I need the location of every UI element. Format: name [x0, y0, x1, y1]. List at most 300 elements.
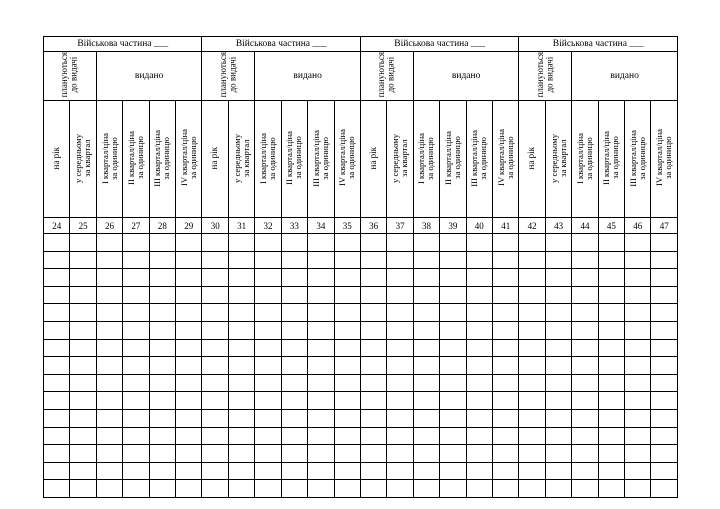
- data-cell[interactable]: [281, 445, 307, 463]
- data-cell[interactable]: [572, 286, 598, 304]
- data-cell[interactable]: [651, 427, 677, 445]
- data-cell[interactable]: [123, 409, 149, 427]
- data-cell[interactable]: [123, 357, 149, 375]
- data-cell[interactable]: [70, 269, 96, 287]
- data-cell[interactable]: [281, 339, 307, 357]
- data-cell[interactable]: [440, 392, 466, 410]
- data-cell[interactable]: [334, 286, 360, 304]
- data-cell[interactable]: [228, 357, 254, 375]
- data-cell[interactable]: [149, 304, 175, 322]
- data-cell[interactable]: [308, 427, 334, 445]
- data-cell[interactable]: [202, 339, 228, 357]
- data-cell[interactable]: [281, 286, 307, 304]
- data-cell[interactable]: [360, 480, 386, 498]
- data-cell[interactable]: [519, 269, 545, 287]
- data-cell[interactable]: [545, 304, 571, 322]
- data-cell[interactable]: [625, 339, 651, 357]
- data-cell[interactable]: [149, 339, 175, 357]
- data-cell[interactable]: [202, 304, 228, 322]
- data-cell[interactable]: [519, 445, 545, 463]
- data-cell[interactable]: [360, 251, 386, 269]
- data-cell[interactable]: [96, 357, 122, 375]
- data-cell[interactable]: [387, 234, 413, 252]
- data-cell[interactable]: [440, 480, 466, 498]
- data-cell[interactable]: [413, 357, 439, 375]
- data-cell[interactable]: [651, 392, 677, 410]
- data-cell[interactable]: [44, 409, 70, 427]
- data-cell[interactable]: [176, 409, 202, 427]
- data-cell[interactable]: [123, 234, 149, 252]
- data-cell[interactable]: [387, 480, 413, 498]
- data-cell[interactable]: [466, 251, 492, 269]
- data-cell[interactable]: [387, 357, 413, 375]
- data-cell[interactable]: [466, 427, 492, 445]
- data-cell[interactable]: [308, 374, 334, 392]
- data-cell[interactable]: [70, 357, 96, 375]
- data-cell[interactable]: [44, 251, 70, 269]
- data-cell[interactable]: [413, 304, 439, 322]
- data-cell[interactable]: [572, 374, 598, 392]
- data-cell[interactable]: [387, 286, 413, 304]
- data-cell[interactable]: [413, 392, 439, 410]
- data-cell[interactable]: [598, 304, 624, 322]
- data-cell[interactable]: [545, 286, 571, 304]
- data-cell[interactable]: [123, 480, 149, 498]
- data-cell[interactable]: [651, 339, 677, 357]
- data-cell[interactable]: [466, 445, 492, 463]
- data-cell[interactable]: [96, 462, 122, 480]
- data-cell[interactable]: [176, 251, 202, 269]
- data-cell[interactable]: [625, 374, 651, 392]
- data-cell[interactable]: [625, 480, 651, 498]
- data-cell[interactable]: [44, 234, 70, 252]
- data-cell[interactable]: [176, 304, 202, 322]
- data-cell[interactable]: [44, 374, 70, 392]
- data-cell[interactable]: [228, 409, 254, 427]
- data-cell[interactable]: [281, 462, 307, 480]
- data-cell[interactable]: [176, 427, 202, 445]
- data-cell[interactable]: [360, 374, 386, 392]
- data-cell[interactable]: [651, 304, 677, 322]
- data-cell[interactable]: [176, 286, 202, 304]
- data-cell[interactable]: [96, 234, 122, 252]
- data-cell[interactable]: [149, 445, 175, 463]
- data-cell[interactable]: [466, 321, 492, 339]
- data-cell[interactable]: [334, 321, 360, 339]
- data-cell[interactable]: [123, 392, 149, 410]
- data-cell[interactable]: [625, 321, 651, 339]
- data-cell[interactable]: [44, 304, 70, 322]
- data-cell[interactable]: [493, 339, 519, 357]
- data-cell[interactable]: [651, 269, 677, 287]
- data-cell[interactable]: [228, 234, 254, 252]
- data-cell[interactable]: [123, 445, 149, 463]
- data-cell[interactable]: [387, 304, 413, 322]
- data-cell[interactable]: [519, 374, 545, 392]
- data-cell[interactable]: [176, 374, 202, 392]
- data-cell[interactable]: [96, 339, 122, 357]
- data-cell[interactable]: [519, 462, 545, 480]
- data-cell[interactable]: [360, 269, 386, 287]
- data-cell[interactable]: [598, 321, 624, 339]
- data-cell[interactable]: [149, 374, 175, 392]
- data-cell[interactable]: [228, 374, 254, 392]
- data-cell[interactable]: [598, 374, 624, 392]
- data-cell[interactable]: [387, 251, 413, 269]
- data-cell[interactable]: [413, 409, 439, 427]
- data-cell[interactable]: [413, 234, 439, 252]
- data-cell[interactable]: [440, 251, 466, 269]
- data-cell[interactable]: [176, 339, 202, 357]
- data-cell[interactable]: [70, 462, 96, 480]
- data-cell[interactable]: [572, 304, 598, 322]
- data-cell[interactable]: [149, 462, 175, 480]
- data-cell[interactable]: [440, 427, 466, 445]
- data-cell[interactable]: [255, 392, 281, 410]
- data-cell[interactable]: [493, 480, 519, 498]
- data-cell[interactable]: [572, 357, 598, 375]
- data-cell[interactable]: [440, 304, 466, 322]
- data-cell[interactable]: [598, 392, 624, 410]
- data-cell[interactable]: [493, 392, 519, 410]
- data-cell[interactable]: [387, 409, 413, 427]
- data-cell[interactable]: [44, 269, 70, 287]
- data-cell[interactable]: [44, 445, 70, 463]
- data-cell[interactable]: [70, 286, 96, 304]
- data-cell[interactable]: [334, 339, 360, 357]
- data-cell[interactable]: [255, 304, 281, 322]
- data-cell[interactable]: [440, 357, 466, 375]
- data-cell[interactable]: [44, 321, 70, 339]
- data-cell[interactable]: [387, 339, 413, 357]
- data-cell[interactable]: [149, 392, 175, 410]
- data-cell[interactable]: [493, 427, 519, 445]
- data-cell[interactable]: [493, 445, 519, 463]
- data-cell[interactable]: [493, 304, 519, 322]
- data-cell[interactable]: [413, 480, 439, 498]
- data-cell[interactable]: [440, 234, 466, 252]
- data-cell[interactable]: [255, 462, 281, 480]
- data-cell[interactable]: [545, 269, 571, 287]
- data-cell[interactable]: [651, 357, 677, 375]
- data-cell[interactable]: [255, 286, 281, 304]
- data-cell[interactable]: [625, 251, 651, 269]
- data-cell[interactable]: [255, 251, 281, 269]
- data-cell[interactable]: [466, 374, 492, 392]
- data-cell[interactable]: [572, 234, 598, 252]
- data-cell[interactable]: [202, 234, 228, 252]
- data-cell[interactable]: [70, 339, 96, 357]
- data-cell[interactable]: [281, 269, 307, 287]
- data-cell[interactable]: [519, 339, 545, 357]
- data-cell[interactable]: [413, 251, 439, 269]
- data-cell[interactable]: [44, 462, 70, 480]
- data-cell[interactable]: [149, 251, 175, 269]
- data-cell[interactable]: [360, 357, 386, 375]
- data-cell[interactable]: [202, 427, 228, 445]
- data-cell[interactable]: [70, 392, 96, 410]
- data-cell[interactable]: [334, 357, 360, 375]
- data-cell[interactable]: [308, 304, 334, 322]
- data-cell[interactable]: [545, 251, 571, 269]
- data-cell[interactable]: [149, 321, 175, 339]
- data-cell[interactable]: [466, 392, 492, 410]
- data-cell[interactable]: [413, 427, 439, 445]
- data-cell[interactable]: [255, 445, 281, 463]
- data-cell[interactable]: [572, 269, 598, 287]
- data-cell[interactable]: [519, 427, 545, 445]
- data-cell[interactable]: [123, 462, 149, 480]
- data-cell[interactable]: [545, 462, 571, 480]
- data-cell[interactable]: [149, 357, 175, 375]
- data-cell[interactable]: [625, 304, 651, 322]
- data-cell[interactable]: [202, 445, 228, 463]
- data-cell[interactable]: [466, 480, 492, 498]
- data-cell[interactable]: [360, 339, 386, 357]
- data-cell[interactable]: [545, 480, 571, 498]
- data-cell[interactable]: [281, 480, 307, 498]
- data-cell[interactable]: [255, 321, 281, 339]
- data-cell[interactable]: [255, 480, 281, 498]
- data-cell[interactable]: [493, 269, 519, 287]
- data-cell[interactable]: [493, 234, 519, 252]
- data-cell[interactable]: [625, 427, 651, 445]
- data-cell[interactable]: [334, 480, 360, 498]
- data-cell[interactable]: [572, 251, 598, 269]
- data-cell[interactable]: [572, 427, 598, 445]
- data-cell[interactable]: [413, 462, 439, 480]
- data-cell[interactable]: [176, 269, 202, 287]
- data-cell[interactable]: [493, 321, 519, 339]
- data-cell[interactable]: [96, 392, 122, 410]
- data-cell[interactable]: [598, 445, 624, 463]
- data-cell[interactable]: [202, 462, 228, 480]
- data-cell[interactable]: [651, 374, 677, 392]
- data-cell[interactable]: [440, 374, 466, 392]
- data-cell[interactable]: [413, 286, 439, 304]
- data-cell[interactable]: [387, 269, 413, 287]
- data-cell[interactable]: [413, 321, 439, 339]
- data-cell[interactable]: [598, 251, 624, 269]
- data-cell[interactable]: [281, 234, 307, 252]
- data-cell[interactable]: [70, 321, 96, 339]
- data-cell[interactable]: [308, 480, 334, 498]
- data-cell[interactable]: [545, 339, 571, 357]
- data-cell[interactable]: [545, 445, 571, 463]
- data-cell[interactable]: [545, 357, 571, 375]
- data-cell[interactable]: [96, 409, 122, 427]
- data-cell[interactable]: [598, 357, 624, 375]
- data-cell[interactable]: [281, 374, 307, 392]
- data-cell[interactable]: [440, 339, 466, 357]
- data-cell[interactable]: [202, 286, 228, 304]
- data-cell[interactable]: [70, 234, 96, 252]
- data-cell[interactable]: [202, 321, 228, 339]
- data-cell[interactable]: [598, 480, 624, 498]
- data-cell[interactable]: [387, 445, 413, 463]
- data-cell[interactable]: [519, 251, 545, 269]
- data-cell[interactable]: [70, 427, 96, 445]
- data-cell[interactable]: [96, 251, 122, 269]
- data-cell[interactable]: [360, 392, 386, 410]
- data-cell[interactable]: [70, 480, 96, 498]
- data-cell[interactable]: [519, 409, 545, 427]
- data-cell[interactable]: [123, 286, 149, 304]
- data-cell[interactable]: [625, 462, 651, 480]
- data-cell[interactable]: [149, 409, 175, 427]
- data-cell[interactable]: [44, 339, 70, 357]
- data-cell[interactable]: [651, 462, 677, 480]
- data-cell[interactable]: [387, 392, 413, 410]
- data-cell[interactable]: [308, 286, 334, 304]
- data-cell[interactable]: [228, 445, 254, 463]
- data-cell[interactable]: [440, 445, 466, 463]
- data-cell[interactable]: [466, 304, 492, 322]
- data-cell[interactable]: [176, 462, 202, 480]
- data-cell[interactable]: [545, 234, 571, 252]
- data-cell[interactable]: [96, 304, 122, 322]
- data-cell[interactable]: [123, 269, 149, 287]
- data-cell[interactable]: [440, 462, 466, 480]
- data-cell[interactable]: [334, 427, 360, 445]
- data-cell[interactable]: [625, 269, 651, 287]
- data-cell[interactable]: [651, 286, 677, 304]
- data-cell[interactable]: [545, 374, 571, 392]
- data-cell[interactable]: [360, 462, 386, 480]
- data-cell[interactable]: [360, 321, 386, 339]
- data-cell[interactable]: [651, 409, 677, 427]
- data-cell[interactable]: [96, 321, 122, 339]
- data-cell[interactable]: [493, 251, 519, 269]
- data-cell[interactable]: [281, 392, 307, 410]
- data-cell[interactable]: [572, 339, 598, 357]
- data-cell[interactable]: [308, 392, 334, 410]
- data-cell[interactable]: [545, 321, 571, 339]
- data-cell[interactable]: [149, 480, 175, 498]
- data-cell[interactable]: [545, 427, 571, 445]
- data-cell[interactable]: [334, 409, 360, 427]
- data-cell[interactable]: [255, 357, 281, 375]
- data-cell[interactable]: [123, 304, 149, 322]
- data-cell[interactable]: [519, 286, 545, 304]
- data-cell[interactable]: [625, 357, 651, 375]
- data-cell[interactable]: [176, 445, 202, 463]
- data-cell[interactable]: [387, 374, 413, 392]
- data-cell[interactable]: [387, 321, 413, 339]
- data-cell[interactable]: [228, 304, 254, 322]
- data-cell[interactable]: [123, 339, 149, 357]
- data-cell[interactable]: [360, 286, 386, 304]
- data-cell[interactable]: [308, 251, 334, 269]
- data-cell[interactable]: [493, 374, 519, 392]
- data-cell[interactable]: [255, 234, 281, 252]
- data-cell[interactable]: [651, 445, 677, 463]
- data-cell[interactable]: [440, 269, 466, 287]
- data-cell[interactable]: [308, 321, 334, 339]
- data-cell[interactable]: [149, 269, 175, 287]
- data-cell[interactable]: [440, 286, 466, 304]
- data-cell[interactable]: [598, 427, 624, 445]
- data-cell[interactable]: [308, 462, 334, 480]
- data-cell[interactable]: [413, 445, 439, 463]
- data-cell[interactable]: [334, 251, 360, 269]
- data-cell[interactable]: [228, 427, 254, 445]
- data-cell[interactable]: [413, 339, 439, 357]
- data-cell[interactable]: [651, 480, 677, 498]
- data-cell[interactable]: [281, 304, 307, 322]
- data-cell[interactable]: [308, 269, 334, 287]
- data-cell[interactable]: [96, 286, 122, 304]
- data-cell[interactable]: [598, 339, 624, 357]
- data-cell[interactable]: [545, 392, 571, 410]
- data-cell[interactable]: [466, 286, 492, 304]
- data-cell[interactable]: [493, 357, 519, 375]
- data-cell[interactable]: [466, 339, 492, 357]
- data-cell[interactable]: [308, 409, 334, 427]
- data-cell[interactable]: [70, 251, 96, 269]
- data-cell[interactable]: [598, 286, 624, 304]
- data-cell[interactable]: [202, 251, 228, 269]
- data-cell[interactable]: [228, 321, 254, 339]
- data-cell[interactable]: [255, 269, 281, 287]
- data-cell[interactable]: [493, 462, 519, 480]
- data-cell[interactable]: [70, 409, 96, 427]
- data-cell[interactable]: [334, 445, 360, 463]
- data-cell[interactable]: [228, 269, 254, 287]
- data-cell[interactable]: [123, 374, 149, 392]
- data-cell[interactable]: [519, 234, 545, 252]
- data-cell[interactable]: [149, 427, 175, 445]
- data-cell[interactable]: [123, 427, 149, 445]
- data-cell[interactable]: [360, 304, 386, 322]
- data-cell[interactable]: [202, 357, 228, 375]
- data-cell[interactable]: [202, 374, 228, 392]
- data-cell[interactable]: [202, 392, 228, 410]
- data-cell[interactable]: [44, 427, 70, 445]
- data-cell[interactable]: [70, 445, 96, 463]
- data-cell[interactable]: [466, 462, 492, 480]
- data-cell[interactable]: [413, 374, 439, 392]
- data-cell[interactable]: [519, 304, 545, 322]
- data-cell[interactable]: [651, 251, 677, 269]
- data-cell[interactable]: [255, 427, 281, 445]
- data-cell[interactable]: [625, 409, 651, 427]
- data-cell[interactable]: [572, 480, 598, 498]
- data-cell[interactable]: [176, 234, 202, 252]
- data-cell[interactable]: [96, 445, 122, 463]
- data-cell[interactable]: [308, 357, 334, 375]
- data-cell[interactable]: [96, 427, 122, 445]
- data-cell[interactable]: [360, 427, 386, 445]
- data-cell[interactable]: [466, 357, 492, 375]
- data-cell[interactable]: [176, 480, 202, 498]
- data-cell[interactable]: [334, 462, 360, 480]
- data-cell[interactable]: [625, 234, 651, 252]
- data-cell[interactable]: [228, 339, 254, 357]
- data-cell[interactable]: [228, 286, 254, 304]
- data-cell[interactable]: [598, 234, 624, 252]
- data-cell[interactable]: [519, 392, 545, 410]
- data-cell[interactable]: [228, 392, 254, 410]
- data-cell[interactable]: [334, 392, 360, 410]
- data-cell[interactable]: [360, 234, 386, 252]
- data-cell[interactable]: [466, 234, 492, 252]
- data-cell[interactable]: [334, 269, 360, 287]
- data-cell[interactable]: [572, 462, 598, 480]
- data-cell[interactable]: [493, 409, 519, 427]
- data-cell[interactable]: [281, 357, 307, 375]
- data-cell[interactable]: [466, 269, 492, 287]
